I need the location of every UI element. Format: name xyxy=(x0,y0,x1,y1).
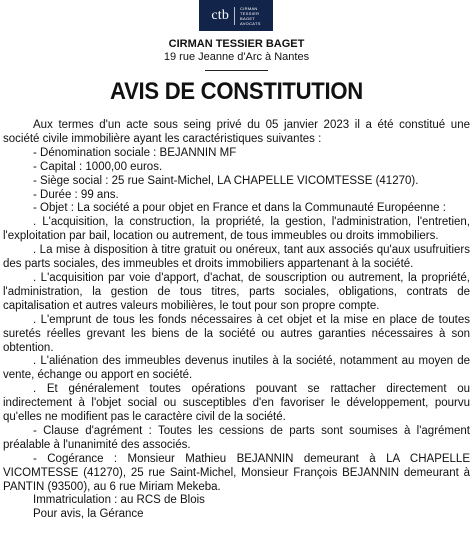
object-paragraph: . Et généralement toutes opérations pouvant se rattacher directement ou indirectement à l'objet social ou susceptibles d'en favoriser le développement, pourvu qu'elles ne modifient pas le caractère civil de la société. xyxy=(3,383,470,424)
object-paragraph: . L'acquisition par voie d'apport, d'achat, de souscription ou autrement, la propriété, l'administration, la gestion de tous titres, parts sociales, obligations, contrats de capitalisation et autres valeurs mobilières, le tout pour son propre compte. xyxy=(3,271,470,312)
item-denomination: - Dénomination sociale : BEJANNIN MF xyxy=(33,146,237,159)
notice-intro: Aux termes d'un acte sous seing privé du 05 janvier 2023 il a été constitué une société civile immobilière ayant les caractéristiques suivantes : xyxy=(3,119,470,145)
object-paragraph: . L'emprunt de tous les fonds nécessaires à cet objet et la mise en place de toutes suretés réelles grevant les biens de la société ou autres garanties nécessaires à son obtention. xyxy=(3,313,470,354)
item-capital: - Capital : 1000,00 euros. xyxy=(33,160,163,173)
header-divider xyxy=(205,70,268,71)
firm-address: 19 rue Jeanne d'Arc à Nantes xyxy=(163,51,310,63)
notice-body xyxy=(3,119,470,522)
object-paragraph: . L'acquisition, la construction, la propriété, la gestion, l'administration, l'entretien, l'exploitation par bail, location ou autrement, de tous immeubles ou droits immobiliers. xyxy=(3,216,470,243)
registration-line: Immatriculation : au RCS de Blois xyxy=(33,494,205,507)
object-paragraph: . La mise à disposition à titre gratuit ou onéreux, tant aux associés qu'aux usufruitiers des parts sociales, des immeubles et droits immobiliers appartenant à la société. xyxy=(3,244,470,271)
logo-line: CIRMAN xyxy=(240,5,258,11)
clause-cogerance: - Cogérance : Monsieur Mathieu BEJANNIN demeurant à LA CHAPELLE VICOMTESSE (41270), 25 rue Saint-Michel, Monsieur François BEJANNIN demeurant à PANTIN (93500), au 6 rue Miriam Mekeba. xyxy=(3,452,470,493)
notice-title: AVIS DE CONSTITUTION xyxy=(110,78,363,105)
logo-mark: ctb xyxy=(211,7,230,23)
item-objet: - Objet : La société a pour objet en France et dans la Communauté Européenne : xyxy=(33,202,446,215)
logo-line: AVOCATS xyxy=(240,20,261,26)
firm-logo xyxy=(199,0,273,31)
logo-wordmark xyxy=(240,6,261,26)
logo-line: BAGET xyxy=(240,15,256,21)
item-duree: - Durée : 99 ans. xyxy=(33,188,119,201)
firm-name: CIRMAN TESSIER BAGET xyxy=(168,38,305,50)
object-paragraph: . L'aliénation des immeubles devenus inutiles à la société, notamment au moyen de vente, échange ou apport en société. xyxy=(3,355,470,382)
logo-separator xyxy=(234,7,235,25)
signature-line: Pour avis, la Gérance xyxy=(33,508,144,521)
item-siege: - Siège social : 25 rue Saint-Michel, LA CHAPELLE VICOMTESSE (41270). xyxy=(33,174,419,187)
logo-line: TESSIER xyxy=(240,10,260,16)
clause-agrement: - Clause d'agrément : Toutes les cessions de parts sont soumises à l'agrément préalable à l'unanimité des associés. xyxy=(3,424,470,451)
